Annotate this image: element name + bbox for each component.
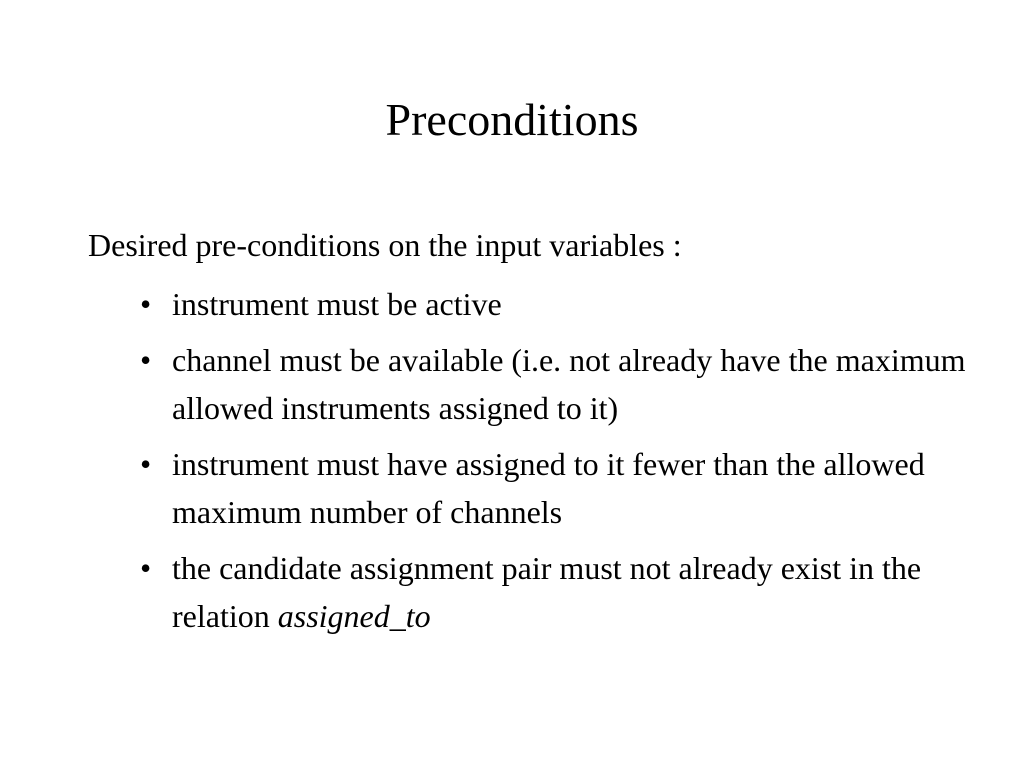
relation-name-emphasis: assigned_to	[277, 598, 431, 634]
bullet-text: the candidate assignment pair must not already exist in the relation	[172, 550, 922, 634]
slide-title: Preconditions	[385, 94, 639, 145]
bullet-text: instrument must be active	[172, 286, 502, 322]
bullet-text: channel must be available (i.e. not already have the maximum allowed instruments assigned to it)	[172, 342, 966, 426]
slide-body	[88, 222, 988, 648]
bullet-item	[140, 544, 988, 640]
bullet-text: instrument must have assigned to it fewer than the allowed maximum number of channels	[172, 446, 925, 530]
bullet-dot-icon: •	[140, 446, 152, 482]
bullet-dot-icon: •	[140, 286, 152, 322]
bullet-item	[140, 280, 988, 328]
bullet-item	[140, 336, 988, 432]
bullet-dot-icon: •	[140, 550, 152, 586]
bullet-item	[140, 440, 988, 536]
bullet-list	[88, 280, 988, 640]
intro-text: Desired pre-conditions on the input variables :	[88, 227, 682, 263]
bullet-dot-icon: •	[140, 342, 152, 378]
